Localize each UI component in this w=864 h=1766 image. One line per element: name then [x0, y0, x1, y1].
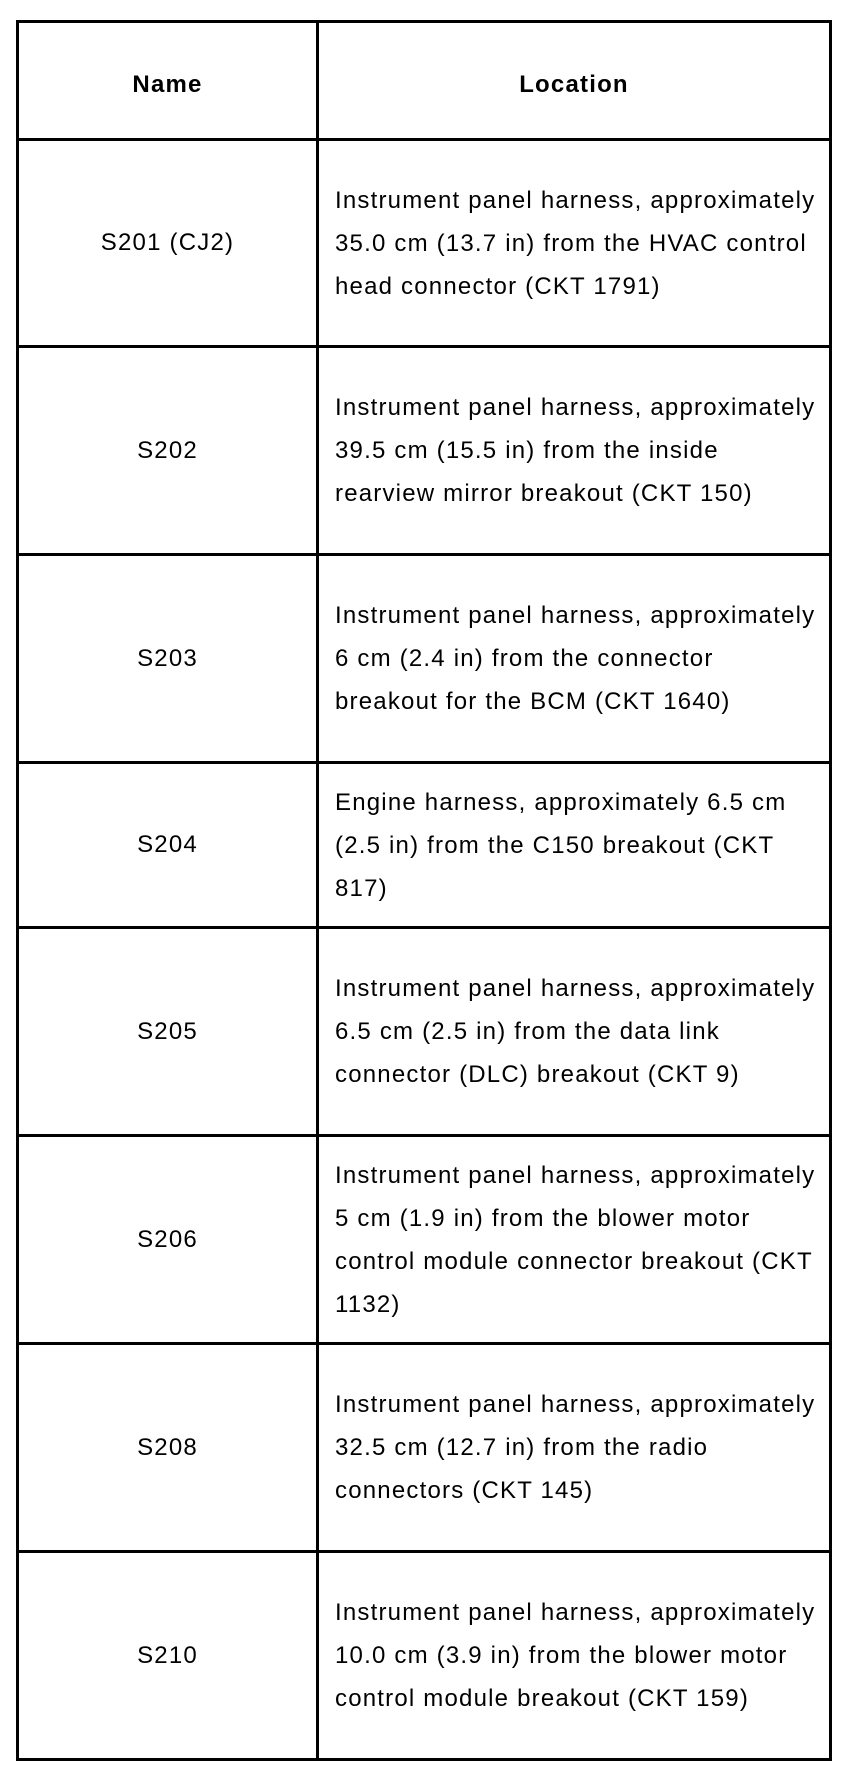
splice-name: S210 — [18, 1552, 318, 1760]
table-row — [18, 928, 831, 1136]
splice-location-table — [16, 20, 832, 1761]
splice-name: S205 — [18, 928, 318, 1136]
table-row — [18, 140, 831, 347]
splice-location: Instrument panel harness, approximately 5 cm (1.9 in) from the blower motor control module connector breakout (CKT 1132) — [318, 1136, 831, 1344]
splice-name: S202 — [18, 347, 318, 555]
header-row — [18, 22, 831, 140]
splice-name: S206 — [18, 1136, 318, 1344]
splice-location: Instrument panel harness, approximately 6.5 cm (2.5 in) from the data link connector (DLC) breakout (CKT 9) — [318, 928, 831, 1136]
splice-location: Instrument panel harness, approximately 32.5 cm (12.7 in) from the radio connectors (CKT 145) — [318, 1344, 831, 1552]
table-row — [18, 555, 831, 763]
splice-name: S204 — [18, 763, 318, 928]
table-row — [18, 347, 831, 555]
splice-name: S208 — [18, 1344, 318, 1552]
splice-location: Instrument panel harness, approximately 39.5 cm (15.5 in) from the inside rearview mirror breakout (CKT 150) — [318, 347, 831, 555]
table-row — [18, 1344, 831, 1552]
header-name: Name — [18, 22, 318, 140]
table-row — [18, 1552, 831, 1760]
splice-location: Instrument panel harness, approximately 10.0 cm (3.9 in) from the blower motor control module breakout (CKT 159) — [318, 1552, 831, 1760]
splice-name: S203 — [18, 555, 318, 763]
table-row — [18, 763, 831, 928]
splice-location: Instrument panel harness, approximately 6 cm (2.4 in) from the connector breakout for the BCM (CKT 1640) — [318, 555, 831, 763]
splice-name: S201 (CJ2) — [18, 140, 318, 347]
table-row — [18, 1136, 831, 1344]
header-location: Location — [318, 22, 831, 140]
splice-location: Engine harness, approximately 6.5 cm (2.5 in) from the C150 breakout (CKT 817) — [318, 763, 831, 928]
splice-location: Instrument panel harness, approximately 35.0 cm (13.7 in) from the HVAC control head connector (CKT 1791) — [318, 140, 831, 347]
